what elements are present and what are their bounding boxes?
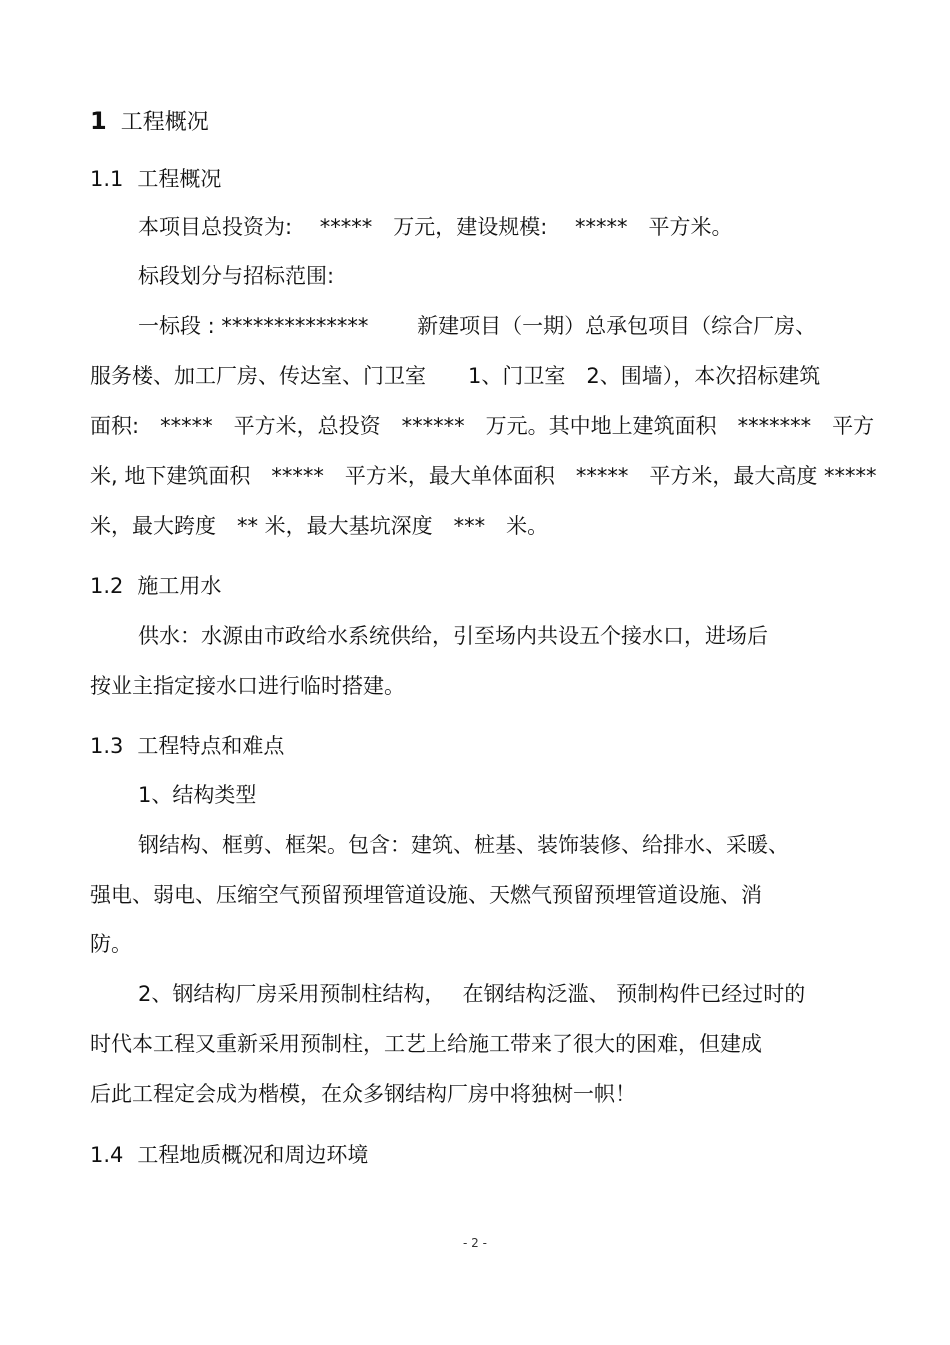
- paragraph-line: 后此工程定会成为楷模，在众多钢结构厂房中将独树一帜！: [90, 1082, 636, 1106]
- paragraph-line: 强电、弱电、压缩空气预留预埋管道设施、天燃气预留预埋管道设施、消: [90, 883, 762, 907]
- section-number: 1.1: [90, 167, 124, 191]
- paragraph-line: 1、结构类型: [138, 783, 257, 807]
- heading-1-title: 工程概况: [120, 110, 209, 135]
- paragraph-line: 钢结构、框剪、框架。包含：建筑、桩基、装饰装修、给排水、采暖、: [138, 833, 789, 857]
- section-heading-1-1: [90, 165, 221, 193]
- paragraph-line: 供水：水源由市政给水系统供给，引至场内共设五个接水口，进场后: [138, 624, 768, 648]
- section-heading-1-2: [90, 572, 221, 600]
- paragraph-line: 按业主指定接水口进行临时搭建。: [90, 674, 405, 698]
- section-title: 工程特点和难点: [137, 734, 285, 758]
- section-title: 工程概况: [137, 167, 222, 191]
- section-number: 1.2: [90, 574, 124, 598]
- section-number: 1.4: [90, 1143, 124, 1167]
- page-number: - 2 -: [463, 1236, 487, 1250]
- section-heading-1-3: [90, 732, 284, 760]
- paragraph-line: 面积: ***** 平方米，总投资 ****** 万元。其中地上建筑面积 ******* 平方: [90, 414, 875, 438]
- paragraph-line: 2、钢结构厂房采用预制柱结构， 在钢结构泛滥、 预制构件已经过时的: [138, 982, 806, 1006]
- paragraph-line: 防。: [90, 932, 132, 956]
- section-number: 1.3: [90, 734, 124, 758]
- paragraph-line: 米，最大跨度 ** 米，最大基坑深度 *** 米。: [90, 514, 549, 538]
- section-title: 施工用水: [137, 574, 222, 598]
- heading-1: [90, 107, 209, 137]
- paragraph-line: 时代本工程又重新采用预制柱，工艺上给施工带来了很大的困难，但建成: [90, 1032, 762, 1056]
- paragraph-line: 标段划分与招标范围:: [138, 264, 335, 288]
- paragraph-line: 服务楼、加工厂房、传达室、门卫室 1、门卫室 2、围墙），本次招标建筑: [90, 364, 821, 388]
- section-heading-1-4: [90, 1141, 368, 1169]
- heading-1-number: 1: [90, 107, 107, 135]
- section-title: 工程地质概况和周边环境: [137, 1143, 369, 1167]
- paragraph-line: 一标段 : ************** 新建项目（一期）总承包项目（综合厂房、: [138, 314, 817, 338]
- paragraph-line: 米, 地下建筑面积 ***** 平方米，最大单体面积 ***** 平方米，最大高度 *****: [90, 464, 877, 488]
- paragraph-line: 本项目总投资为: ***** 万元，建设规模: ***** 平方米。: [138, 215, 733, 239]
